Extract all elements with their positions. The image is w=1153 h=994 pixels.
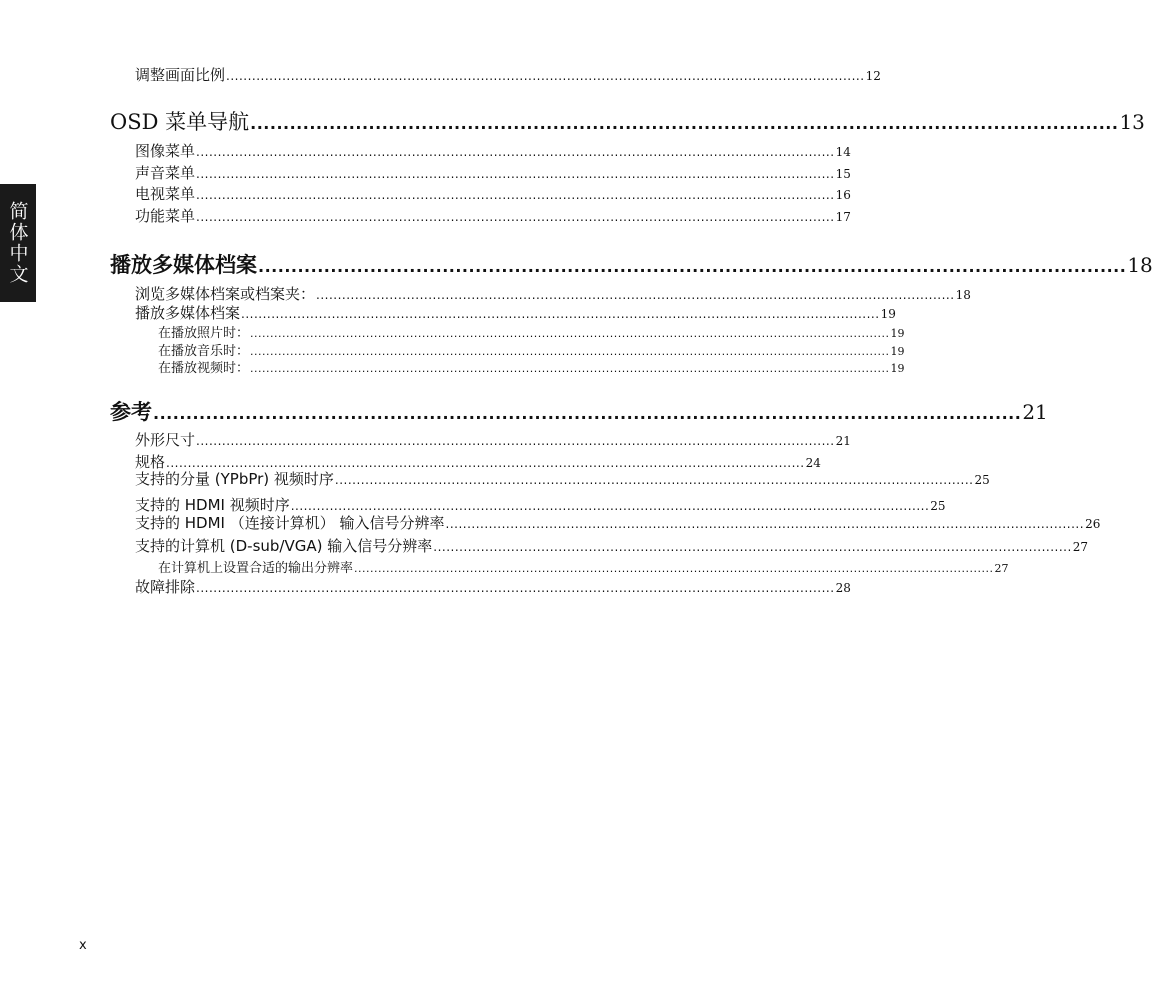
toc-entry-label: 调整画面比例 <box>135 66 226 84</box>
leader-dots: ................................................................................................................................................................ <box>250 327 890 340</box>
toc-subentry[interactable] <box>158 357 905 376</box>
leader-dots: .................................................................................................................................................... <box>196 167 835 181</box>
toc-entry[interactable] <box>135 183 851 204</box>
leader-dots: .................................................................................................................................................... <box>166 456 805 470</box>
toc-page-number: 14 <box>835 145 851 159</box>
toc-page-number: 25 <box>930 499 946 513</box>
leader-dots: .................................................................................................................................................... <box>196 210 835 224</box>
toc-entry[interactable] <box>135 512 1101 533</box>
toc-page-number: 18 <box>1127 253 1153 277</box>
toc-entry[interactable] <box>135 535 1089 556</box>
leader-dots: ................................................................................................................................................................ <box>250 345 890 358</box>
toc-subentry[interactable] <box>158 557 1009 576</box>
toc-entry[interactable] <box>135 283 971 304</box>
toc-page-number: 21 <box>1022 400 1048 424</box>
leader-dots: .................................................................................................................................................... <box>226 69 865 83</box>
language-side-tab: 简体中文 <box>0 184 36 302</box>
leader-dots: .................................................................................................................................................... <box>196 581 835 595</box>
toc-page-number: 19 <box>880 307 896 321</box>
toc-page-number: 19 <box>890 362 905 375</box>
leader-dots: .................................................................................................................................................... <box>445 517 1085 531</box>
leader-dots: .................................................................................................................................... <box>153 404 1022 423</box>
toc-page-number: 26 <box>1085 517 1101 531</box>
toc-chapter-label: 参考 <box>110 400 152 424</box>
leader-dots: .................................................................................................................................................... <box>316 288 955 302</box>
toc-entry-label: 支持的 HDMI （连接计算机） 输入信号分辨率 <box>135 514 445 532</box>
toc-entry[interactable] <box>135 429 851 450</box>
toc-entry-label: 电视菜单 <box>135 185 196 203</box>
leader-dots: .................................................................................................................................... <box>258 257 1127 276</box>
toc-page-number: 27 <box>1072 540 1089 554</box>
toc-entry[interactable] <box>135 64 881 85</box>
toc-page-number: 18 <box>955 288 971 302</box>
toc-chapter[interactable] <box>110 249 1153 279</box>
toc-page-number: 25 <box>974 473 990 487</box>
leader-dots: .................................................................................................................................................... <box>196 434 835 448</box>
toc-chapter-label: OSD 菜单导航 <box>110 110 250 134</box>
toc-entry[interactable] <box>135 468 990 489</box>
toc-entry-label: 故障排除 <box>135 578 196 596</box>
toc-entry[interactable] <box>135 140 851 161</box>
leader-dots: ................................................................................................................................................................ <box>250 362 890 375</box>
toc-entry[interactable] <box>135 205 851 226</box>
leader-dots: ................................................................................................................................................................ <box>354 562 994 575</box>
toc-page-number: 21 <box>835 434 851 448</box>
toc-page-number: 27 <box>994 562 1009 575</box>
toc-chapter[interactable] <box>110 396 1048 426</box>
toc-subentry-label: 在播放视频时： <box>158 361 250 376</box>
toc-page-number: 19 <box>890 327 905 340</box>
leader-dots: .................................................................................................................................................... <box>433 540 1072 554</box>
toc-entry[interactable] <box>135 576 851 597</box>
leader-dots: .................................................................................................................................... <box>250 114 1119 133</box>
page-number: x <box>79 938 87 953</box>
toc-entry-label: 支持的分量 (YPbPr) 视频时序 <box>135 470 334 488</box>
leader-dots: .................................................................................................................................................... <box>241 307 880 321</box>
leader-dots: .................................................................................................................................................... <box>290 499 930 513</box>
toc-entry-label: 规格 <box>135 453 166 471</box>
toc-chapter-label: 播放多媒体档案 <box>110 253 257 277</box>
toc-page-number: 17 <box>835 210 851 224</box>
toc-page-number: 24 <box>805 456 821 470</box>
toc-page-number: 19 <box>890 345 905 358</box>
toc-subentry[interactable] <box>158 322 905 341</box>
toc-page-number: 13 <box>1119 110 1145 134</box>
toc-entry-label: 浏览多媒体档案或档案夹： <box>135 285 316 303</box>
toc-page-number: 15 <box>835 167 851 181</box>
toc-subentry-label: 在播放音乐时： <box>158 344 250 359</box>
toc-entry-label: 外形尺寸 <box>135 431 196 449</box>
toc-entry-label: 声音菜单 <box>135 164 196 182</box>
toc-entry-label: 功能菜单 <box>135 207 196 225</box>
toc-chapter[interactable] <box>110 106 1145 136</box>
toc-entry[interactable] <box>135 162 851 183</box>
toc-entry-label: 图像菜单 <box>135 142 196 160</box>
toc-page-number: 16 <box>835 188 851 202</box>
toc-subentry-label: 在播放照片时： <box>158 326 250 341</box>
toc-entry-label: 支持的计算机 (D-sub/VGA) 输入信号分辨率 <box>135 537 433 555</box>
toc-entry-label: 支持的 HDMI 视频时序 <box>135 496 290 514</box>
leader-dots: .................................................................................................................................................... <box>334 473 974 487</box>
toc-page-number: 28 <box>835 581 851 595</box>
leader-dots: .................................................................................................................................................... <box>196 188 835 202</box>
toc-page-number: 12 <box>865 69 881 83</box>
toc-subentry-label: 在计算机上设置合适的输出分辨率 <box>158 561 354 576</box>
toc-entry[interactable] <box>135 302 896 323</box>
leader-dots: .................................................................................................................................................... <box>196 145 835 159</box>
toc-entry-label: 播放多媒体档案 <box>135 304 241 322</box>
